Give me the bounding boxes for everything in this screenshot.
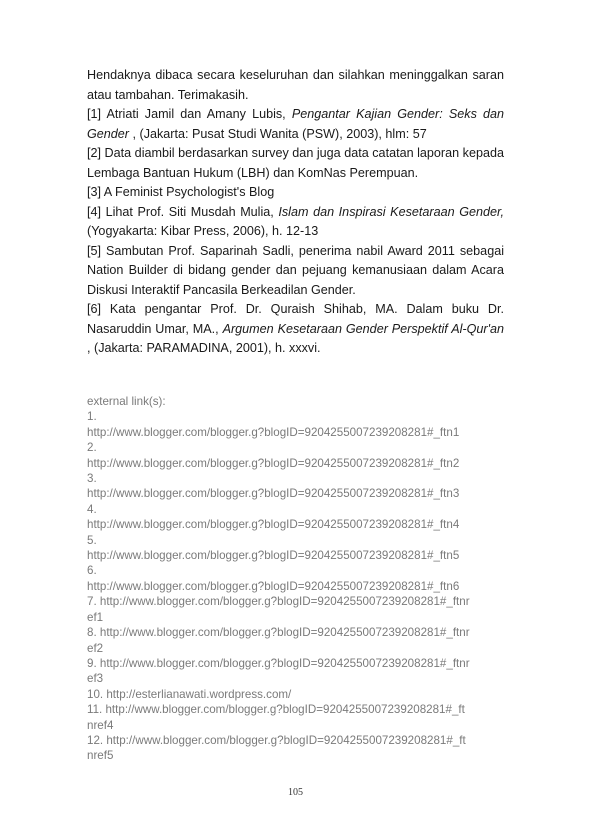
text-run: [6] Kata pengantar Prof. Dr. Quraish Shihab, MA. Dalam buku Dr. Nasaruddin Umar, MA., xyxy=(87,302,504,336)
external-link-line: 12. http://www.blogger.com/blogger.g?blogID=9204255007239208281#_ft xyxy=(87,733,466,747)
footnote-5 xyxy=(87,242,504,301)
footnote-2 xyxy=(87,144,504,183)
external-link-line: http://www.blogger.com/blogger.g?blogID=9204255007239208281#_ftn4 xyxy=(87,518,460,532)
text-run: [1] Atriati Jamil dan Amany Lubis, xyxy=(87,107,292,121)
external-links-heading: external link(s): xyxy=(87,395,166,408)
external-links-list xyxy=(87,409,504,763)
footnote-4 xyxy=(87,203,504,242)
external-link-line: ef3 xyxy=(87,672,104,686)
external-links-section xyxy=(87,394,504,764)
external-link-line: nref4 xyxy=(87,718,114,732)
text-run: , (Jakarta: PARAMADINA, 2001), h. xxxvi. xyxy=(87,341,321,355)
footnote-6 xyxy=(87,300,504,359)
external-link-line: 9. http://www.blogger.com/blogger.g?blogID=9204255007239208281#_ftnr xyxy=(87,656,470,670)
book-title: Argumen Kesetaraan Gender Perspektif Al-Qur'an xyxy=(222,321,505,336)
footnotes-body xyxy=(87,66,504,359)
text-run: [4] Lihat Prof. Siti Musdah Mulia, xyxy=(87,204,279,219)
footnote-3 xyxy=(87,183,504,203)
text-run: , (Jakarta: Pusat Studi Wanita (PSW), 2003), hlm: 57 xyxy=(129,126,427,141)
external-link-line: 4. xyxy=(87,502,97,516)
external-link-line: ef2 xyxy=(87,641,104,655)
external-link-line: 8. http://www.blogger.com/blogger.g?blogID=9204255007239208281#_ftnr xyxy=(87,626,470,640)
text-run: (Yogyakarta: Kibar Press, 2006), h. 12-13 xyxy=(87,224,319,238)
external-link-line: http://www.blogger.com/blogger.g?blogID=9204255007239208281#_ftn5 xyxy=(87,549,460,563)
external-link-line: 10. http://esterlianawati.wordpress.com/ xyxy=(87,687,292,701)
external-link-line: http://www.blogger.com/blogger.g?blogID=9204255007239208281#_ftn3 xyxy=(87,487,460,501)
external-link-line: 11. http://www.blogger.com/blogger.g?blogID=9204255007239208281#_ft xyxy=(87,703,465,717)
text-run: [5] Sambutan Prof. Saparinah Sadli, penerima nabil Award 2011 sebagai Nation Builder di bidang gender dan pejuang kemanusiaan dalam Acara Diskusi Interaktif Pancasila Berkeadilan Gender. xyxy=(87,243,504,297)
external-link-line: 5. xyxy=(87,533,97,547)
page-number: 105 xyxy=(288,787,303,798)
book-title: Pengantar Kajian Gender: Seks dan Gender xyxy=(87,107,505,141)
external-link-line: 3. xyxy=(87,472,97,486)
text-run: [3] A Feminist Psychologist's Blog xyxy=(87,185,275,199)
text-run: [2] Data diambil berdasarkan survey dan juga data catatan laporan kepada Lembaga Bantuan Hukum (LBH) dan KomNas Perempuan. xyxy=(87,146,504,180)
external-link-line: nref5 xyxy=(87,749,114,763)
book-title: Islam dan Inspirasi Kesetaraan Gender, xyxy=(278,204,504,219)
external-link-line: http://www.blogger.com/blogger.g?blogID=9204255007239208281#_ftn2 xyxy=(87,456,460,470)
external-link-line: 7. http://www.blogger.com/blogger.g?blogID=9204255007239208281#_ftnr xyxy=(87,595,470,609)
external-link-line: http://www.blogger.com/blogger.g?blogID=9204255007239208281#_ftn6 xyxy=(87,579,460,593)
external-link-line: 1. xyxy=(87,410,97,424)
external-link-line: ef1 xyxy=(87,610,104,624)
footnote-1 xyxy=(87,105,504,144)
external-link-line: http://www.blogger.com/blogger.g?blogID=9204255007239208281#_ftn1 xyxy=(87,425,460,439)
external-link-line: 6. xyxy=(87,564,97,578)
external-link-line: 2. xyxy=(87,441,97,455)
intro-paragraph xyxy=(87,66,504,105)
text-run: Hendaknya dibaca secara keseluruhan dan silahkan meninggalkan saran atau tambahan. Terimakasih. xyxy=(87,68,504,102)
